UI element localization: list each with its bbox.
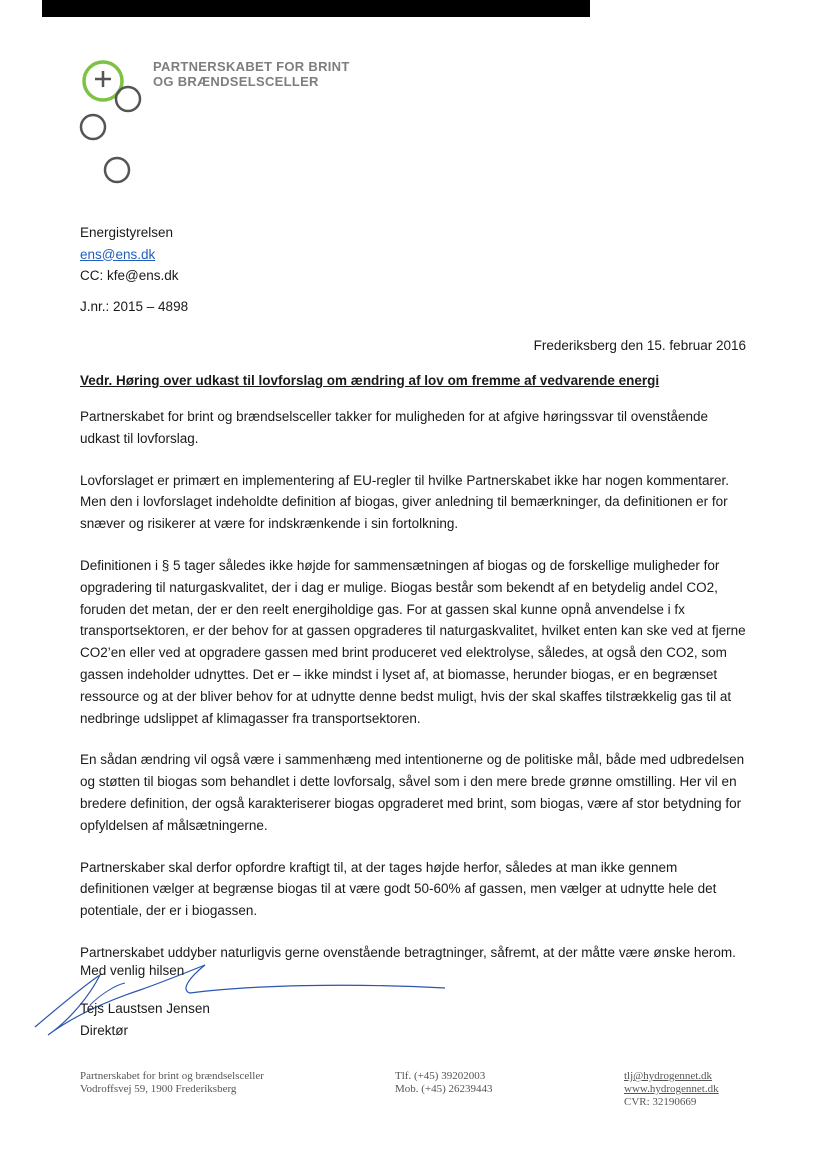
body-paragraph: En sådan ændring vil også være i sammenhæng med intentionerne og de politiske mål, både med udbredelsen og støtten til biogas som behandlet i dette lovforsalg, såvel som i den mere brede grønne omstilling. Her vil en bredere definition, der også karakteriserer biogas opgraderet med brint, som biogas, være af stor betydning for opfyldelsen af målsætningerne. (80, 752, 745, 833)
body-paragraph: Partnerskaber skal derfor opfordre kraftigt til, at der tages højde herfor, således at man ikke gennem definitionen vælger at begrænse biogas til at være godt 50-60% af gassen, men vælger at udnytte hele det potentiale, der er i biogassen. (80, 859, 717, 919)
footer-street: Vodroffsvej 59, 1900 Frederiksberg (80, 1083, 237, 1095)
footer-cvr: CVR: 32190669 (624, 1096, 697, 1108)
org-name (153, 59, 350, 89)
footer-phones (395, 1070, 493, 1096)
footer-org: Partnerskabet for brint og brændselsceller (80, 1070, 264, 1082)
footer-mobile: Mob. (+45) 26239443 (395, 1083, 493, 1095)
org-name-line1: PARTNERSKABET FOR BRINT (153, 59, 350, 74)
redaction-bar (42, 0, 590, 17)
journal-number: J.nr.: 2015 – 4898 (80, 299, 189, 314)
letter-subject: Vedr. Høring over udkast til lovforslag om ændring af lov om fremme af vedvarende energi (80, 373, 660, 388)
footer-email-link[interactable]: tlj@hydrogennet.dk (624, 1070, 713, 1082)
signer-title: Direktør (80, 1023, 128, 1038)
org-name-line2: OG BRÆNDSELSCELLER (153, 74, 319, 89)
recipient-email-link[interactable]: ens@ens.dk (80, 246, 156, 262)
letter-date: Frederiksberg den 15. februar 2016 (533, 338, 746, 353)
recipient-cc: CC: kfe@ens.dk (80, 268, 179, 283)
recipient-block (80, 222, 179, 287)
letter-body (80, 406, 750, 984)
footer-address (80, 1070, 264, 1096)
footer-web-link[interactable]: www.hydrogennet.dk (624, 1083, 719, 1095)
recipient-name: Energistyrelsen (80, 225, 174, 240)
body-paragraph: Lovforslaget er primært en implementering af EU-regler til hvilke Partnerskabet ikke har nogen kommentarer. Men den i lovforslaget indeholdte definition af biogas, giver anledning til bemærkninger, da definitionen er for snæver og risikerer at være for indskrænkende i sin fortolkning. (80, 472, 730, 532)
body-paragraph: Definitionen i § 5 tager således ikke højde for sammensætningen af biogas og de forskellige muligheder for opgradering til naturgaskvalitet, der i dag er mulige. Biogas består som bekendt af en betydelig andel CO2, foruden det metan, der er den reelt energiholdige gas. For at gassen skal kunne opnå anvendelse i fx transportsektoren, er der behov for at gassen opgraderes til naturgaskvalitet, hvilket enten kan ske ved at fjerne CO2’en eller ved at opgradere gassen med brint produceret ved elektrolyse, således, at også den CO2, som gassen indeholder udnyttes. Det er – ikke mindst i lyset af, at biomasse, herunder biogas, er en begrænset ressource og at der bliver behov for at udnytte denne bedst muligt, hvis der skal skaffes tilstrækkelig gas til at nedbringe udslippet af klimagasser fra transportsektoren. (80, 557, 746, 726)
body-paragraph: Partnerskabet uddyber naturligvis gerne ovenstående betragtninger, såfremt, at der måtte være ønske herom. (80, 944, 736, 960)
closing-greeting: Med venlig hilsen (80, 963, 185, 978)
footer-phone: Tlf. (+45) 39202003 (395, 1070, 486, 1082)
partnership-logo (78, 56, 158, 191)
footer-contact (624, 1070, 719, 1109)
body-paragraph: Partnerskabet for brint og brændselsceller takker for muligheden for at afgive høringssvar til ovenstående udkast til lovforslag. (80, 409, 709, 446)
closing-block (80, 960, 210, 1042)
signer-name: Tejs Laustsen Jensen (80, 1001, 210, 1016)
